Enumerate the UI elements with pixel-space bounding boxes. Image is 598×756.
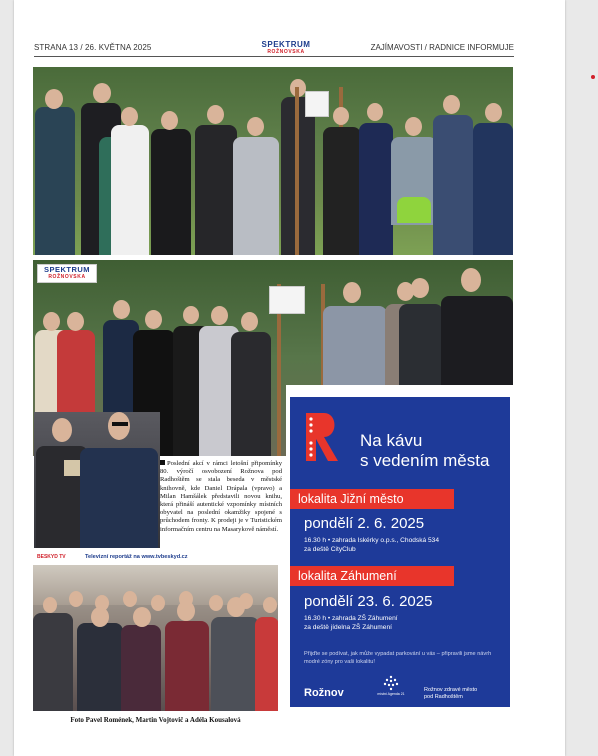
photo-caption	[160, 460, 282, 534]
event-date-1: pondělí 2. 6. 2025	[304, 515, 425, 532]
tv-link-text[interactable]: Televizní reportáž na www.tvbeskyd.cz	[85, 554, 188, 560]
location-band-2: lokalita Záhumení	[290, 566, 454, 586]
agenda21-icon	[383, 675, 399, 691]
event-rain-place-2: za deště jídelna ZŠ Záhumení	[304, 624, 392, 631]
photo-credit: Foto Pavel Romének, Martin Vojtovič a Adéla Kousalová	[70, 716, 241, 724]
event-place-2: 16.30 h • zahrada ZŠ Záhumení	[304, 615, 398, 622]
ad-title-line2: s vedením města	[360, 451, 490, 470]
location-band-1: lokalita Jižní město	[290, 489, 454, 509]
stamp-title: SPEKTRUM	[43, 265, 91, 274]
caption-text: Poslední akcí v rámci letošní připomínky 80. výročí osvobození Rožnova pod Radhoštěm se stala beseda v městské knihovně, kde Daniel Drápala (vpravo) a Milan Hamšálek představili novou knihu, která přináší autentické vzpomínky místních obyvatel na poslední okamžiky spojené s průchodem fronty. K prodeji je v Turistickém informačním centru na Masarykově náměstí.	[160, 460, 282, 533]
ad-title	[360, 431, 489, 471]
page-number: STRANA 13 / 26. KVĚTNA 2025	[34, 43, 152, 52]
agenda21-label: místní Agenda 21	[377, 692, 405, 696]
logo-title: SPEKTRUM	[261, 40, 311, 49]
tv-banner	[33, 551, 278, 565]
photo-book-presenters	[34, 412, 160, 548]
event-date-2: pondělí 23. 6. 2025	[304, 593, 433, 610]
logo-subtitle: ROŽNOVSKA	[267, 49, 305, 55]
roznov-r-logo-icon	[304, 411, 342, 463]
photo-audience	[33, 551, 278, 711]
stamp-subtitle: ROŽNOVSKA	[48, 274, 86, 280]
spektrum-stamp	[37, 264, 97, 283]
page-header	[34, 40, 514, 57]
event-advertisement	[286, 385, 514, 715]
healthy-city-line2: pod Radhoštěm	[424, 693, 463, 700]
event-details-2	[304, 614, 398, 632]
ad-title-line1: Na kávu	[360, 431, 423, 450]
spektrum-logo	[258, 40, 314, 55]
roznov-brand: Rožnov	[304, 687, 344, 699]
caption-bullet	[160, 460, 165, 465]
ad-footer-text: Přijďte se podívat, jak může vypadat parkování u vás – připravili jsme návrh modré zóny pro vaši lokalitu!	[304, 651, 492, 665]
cursor-marker	[591, 75, 595, 79]
ad-panel	[290, 397, 510, 707]
event-rain-place-1: za deště CityClub	[304, 546, 356, 553]
tv-logo: BESKYD TV	[37, 554, 66, 560]
event-place-1: 16.30 h • zahrada Iskérky o.p.s., Chodská 534	[304, 537, 439, 544]
healthy-city-line1: Rožnov zdravé město	[424, 687, 478, 693]
section-title: ZAJÍMAVOSTI / RADNICE INFORMUJE	[370, 43, 514, 52]
photo-tree-planting	[33, 67, 513, 255]
event-details-1	[304, 536, 439, 554]
agenda21-logo	[376, 675, 406, 696]
healthy-city-logo	[424, 687, 477, 700]
